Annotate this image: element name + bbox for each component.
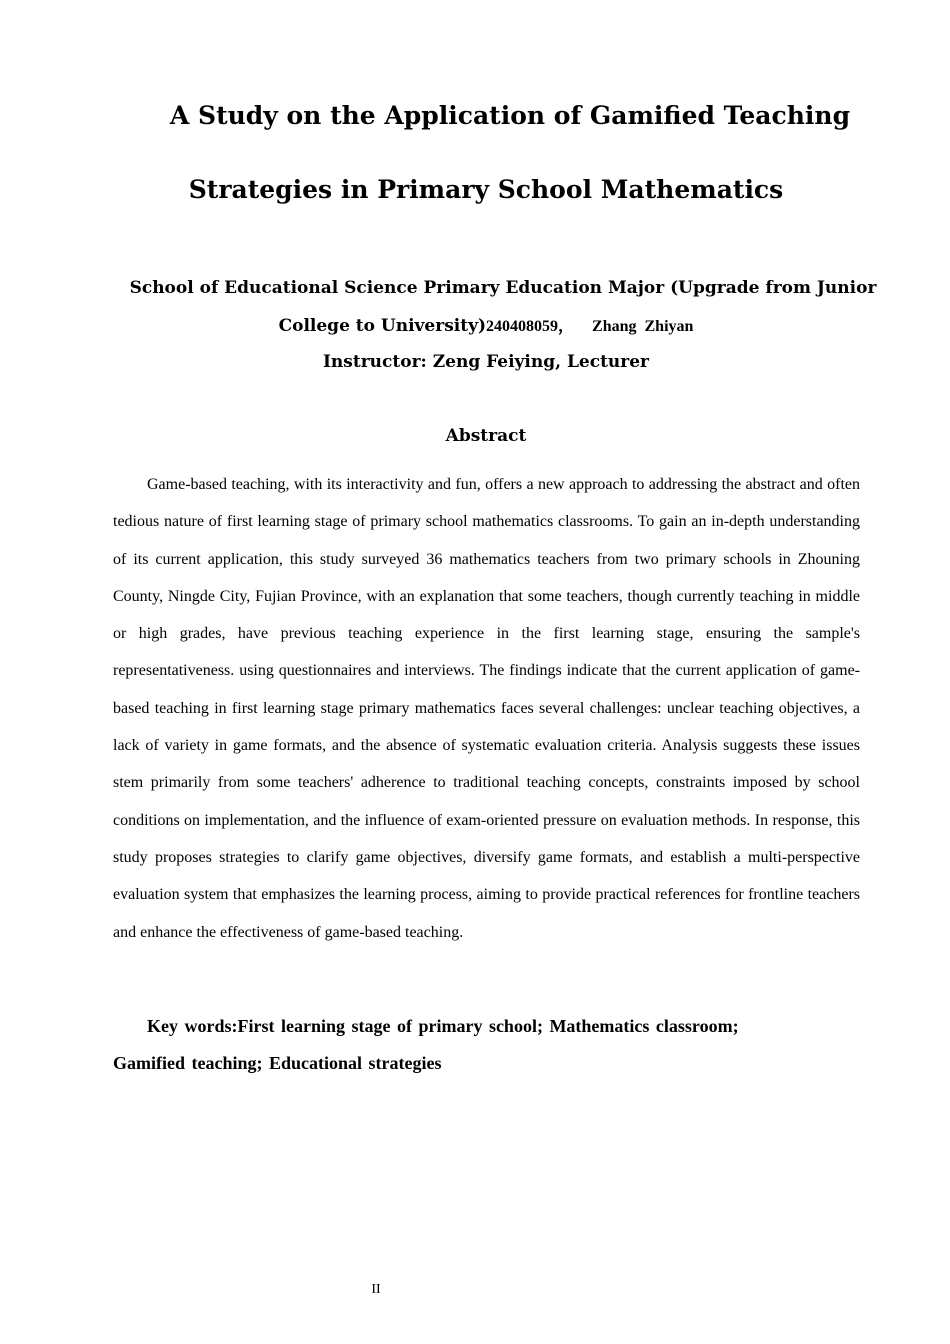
paper-title-line-2: Strategies in Primary School Mathematics [188,175,784,204]
author-name: Zhang Zhiyan [592,318,694,335]
affiliation-line-2 [0,314,950,339]
page-number: II [371,1282,381,1297]
abstract-body: Game-based teaching, with its interactivity and fun, offers a new approach to addressing the abstract and often tedious nature of first learning stage of primary school mathematics classrooms. To gain an in-depth understanding of its current application, this study surveyed 36 mathematics teachers from two primary schools in Zhouning County, Ningde City, Fujian Province, with an explanation that some teachers, though currently teaching in middle or high grades, have previous teaching experience in the first learning stage, ensuring the sample's representativeness. using questionnaires and interviews. The findings indicate that the current application of game-based teaching in first learning stage primary mathematics faces several challenges: unclear teaching objectives, a lack of variety in game formats, and the absence of systematic evaluation criteria. Analysis suggests these issues stem primarily from some teachers' adherence to traditional teaching concepts, constraints imposed by school conditions on implementation, and the influence of exam-oriented pressure on evaluation methods. In response, this study proposes strategies to clarify game objectives, diversify game formats, and establish a multi-perspective evaluation system that emphasizes the learning process, aiming to provide practical references for frontline teachers and enhance the effectiveness of game-based teaching. [113,476,860,941]
keywords: Key words:First learning stage of primary school; Mathematics classroom; Gamified teaching; Educational strategies [113,1016,739,1073]
affiliation-line-1: School of Educational Science Primary Education Major (Upgrade from Junior [129,278,877,298]
abstract-heading: Abstract [445,426,527,446]
paper-title-line-1: A Study on the Application of Gamified Teaching [169,101,851,130]
instructor-line: Instructor: Zeng Feiying, Lecturer [322,352,650,372]
affiliation-prefix: College to University) [278,316,487,336]
student-id: 240408059， [486,318,575,335]
